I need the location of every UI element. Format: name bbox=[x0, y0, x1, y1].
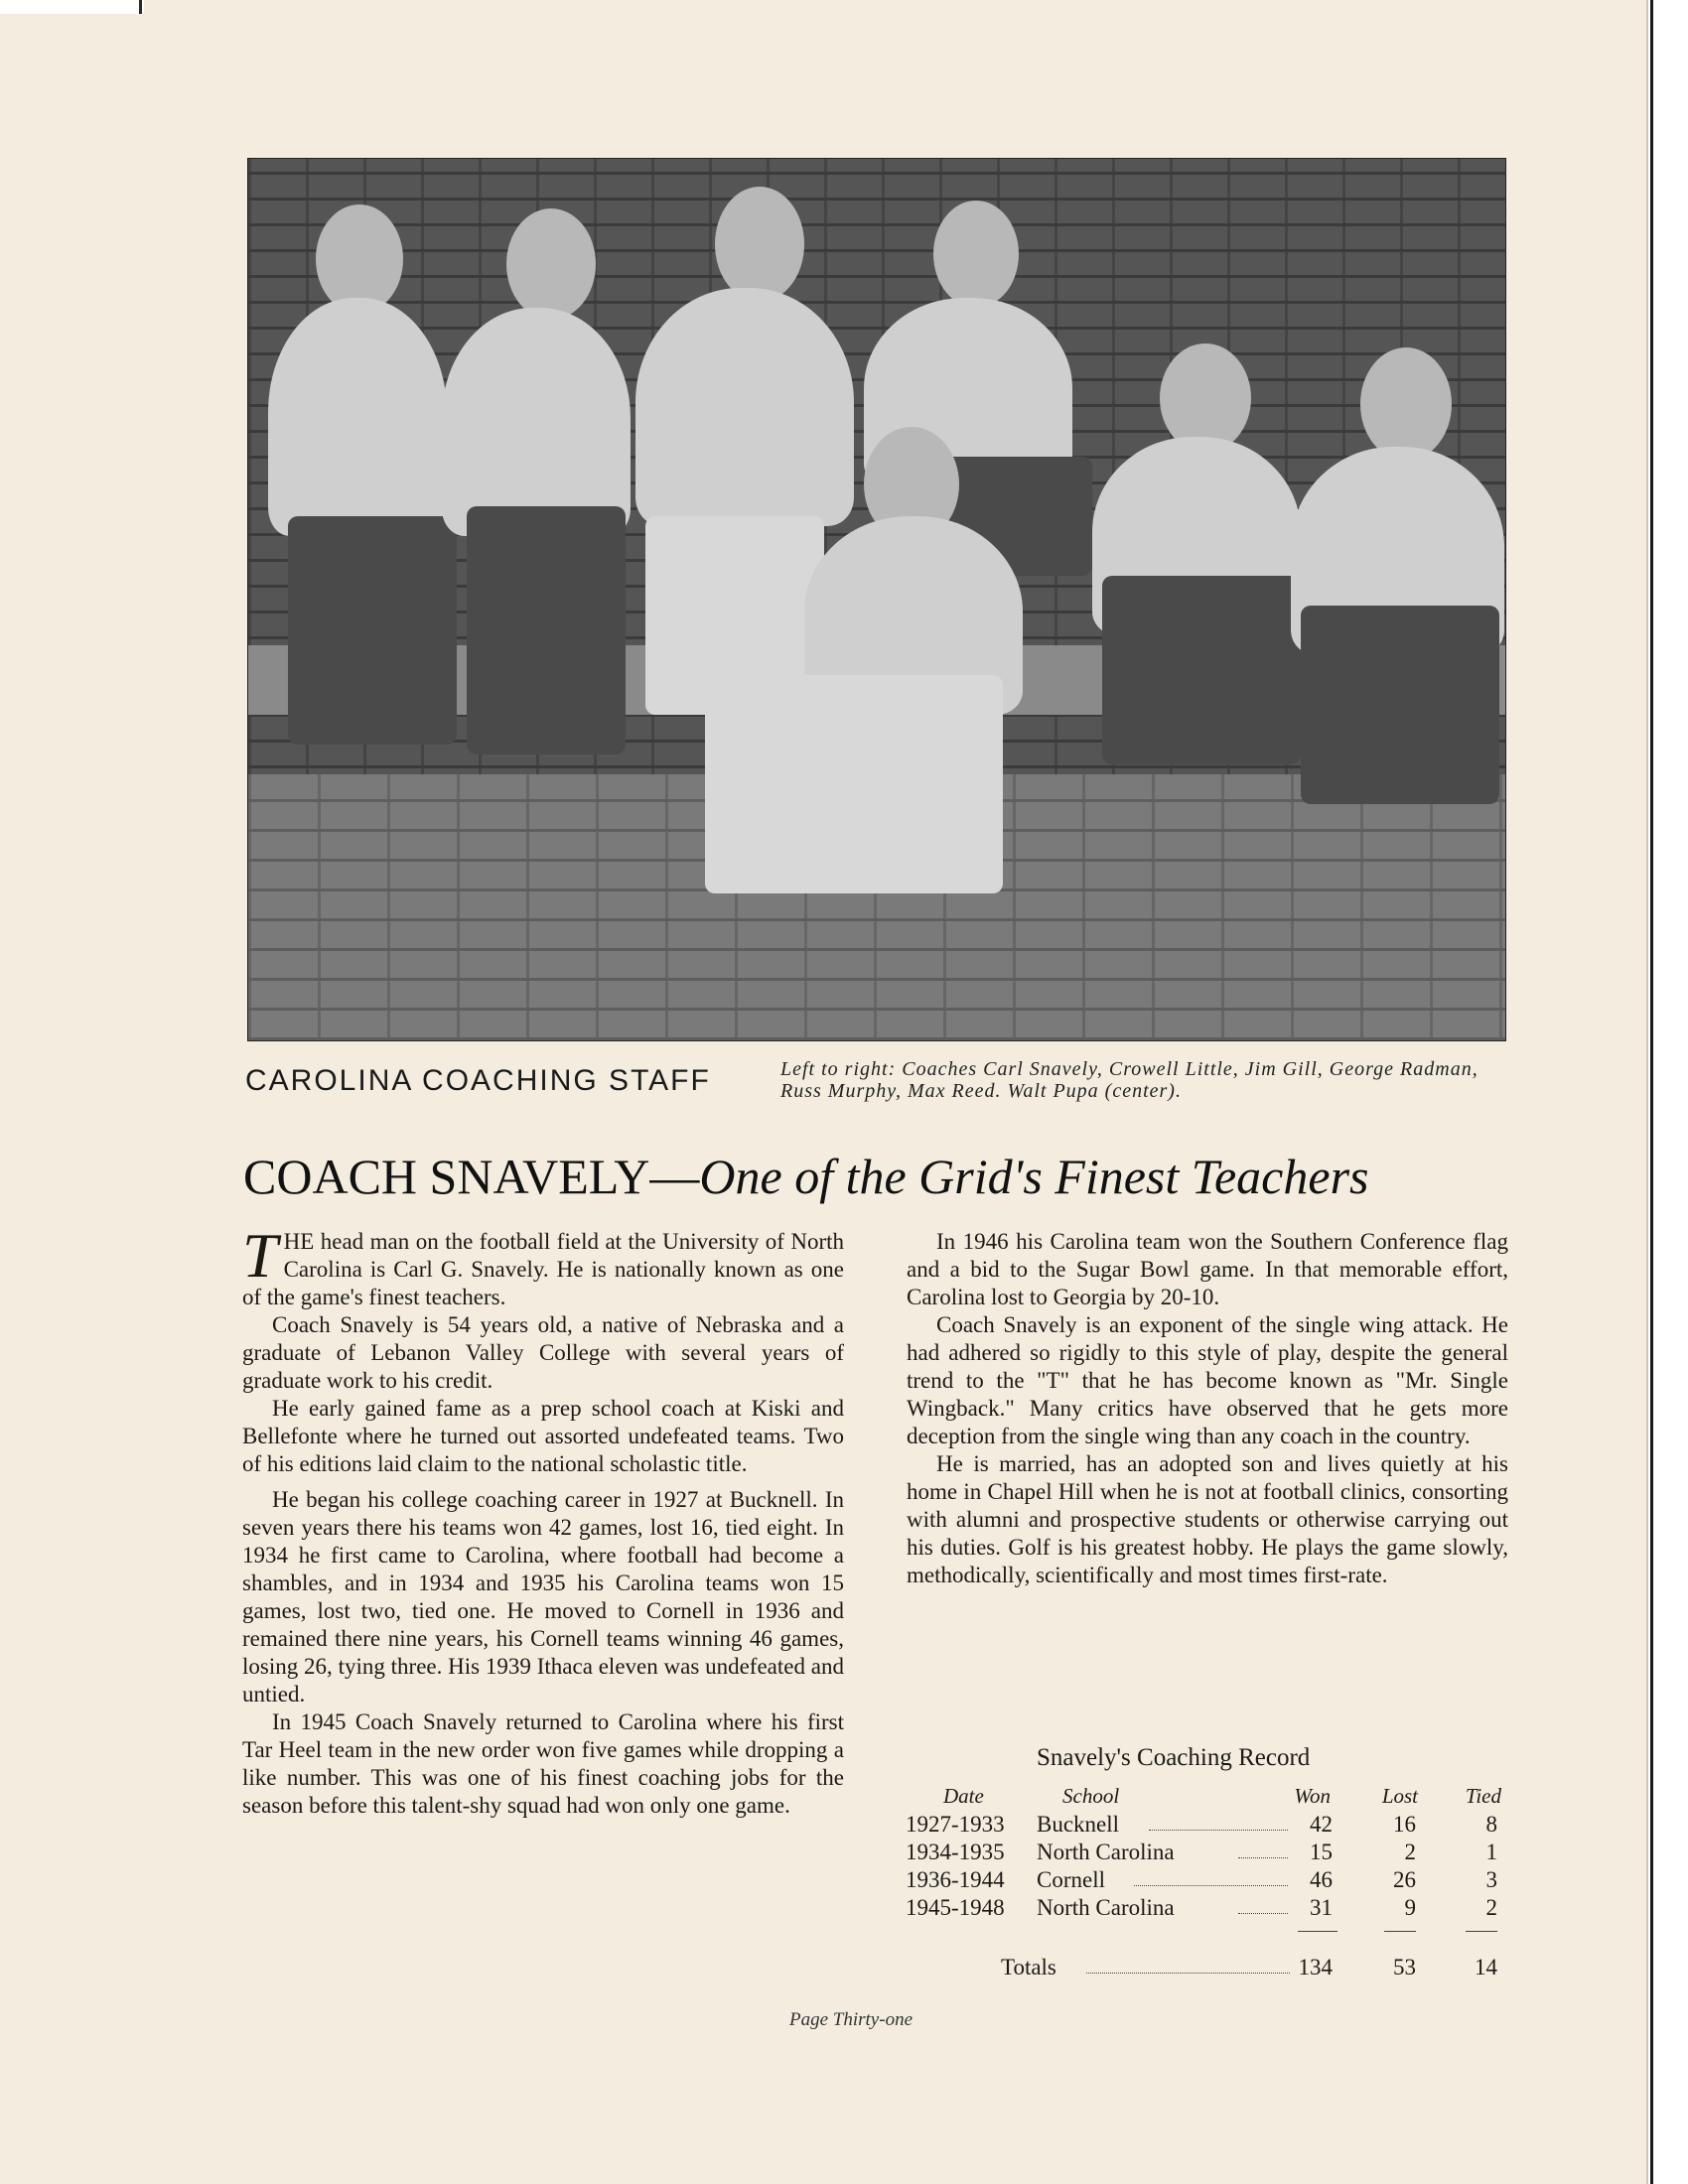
row-won: 31 bbox=[1310, 1895, 1333, 1920]
row-school: Cornell bbox=[1037, 1867, 1105, 1892]
header-tied: Tied bbox=[1465, 1784, 1501, 1808]
table-row bbox=[906, 1895, 1501, 1923]
dot-leader bbox=[1238, 1895, 1288, 1914]
row-won: 42 bbox=[1310, 1812, 1333, 1837]
paragraph: Coach Snavely is 54 years old, a native of Nebraska and a graduate of Lebanon Valley College with several years of graduate work to his credit. bbox=[242, 1312, 844, 1393]
row-lost: 16 bbox=[1393, 1812, 1416, 1837]
paragraph: In 1945 Coach Snavely returned to Carolina where his first Tar Heel team in the new order won five games while dropping a like number. This was one of his finest coaching jobs for the season before this talent-shy squad had won only one game. bbox=[242, 1709, 844, 1818]
row-school: North Carolina bbox=[1037, 1895, 1175, 1920]
coach-figure-body bbox=[442, 308, 631, 536]
row-won: 15 bbox=[1310, 1840, 1333, 1864]
row-lost: 26 bbox=[1393, 1867, 1416, 1892]
row-tied: 8 bbox=[1485, 1812, 1497, 1837]
coach-figure-legs bbox=[1301, 606, 1499, 804]
coach-figure-head bbox=[1360, 347, 1452, 461]
coach-figure-head bbox=[715, 187, 804, 302]
header-won: Won bbox=[1294, 1784, 1331, 1808]
headline-main: COACH SNAVELY— bbox=[243, 1149, 700, 1204]
scan-margin bbox=[0, 0, 144, 14]
coach-figure-head bbox=[933, 201, 1019, 308]
right-column bbox=[907, 1228, 1508, 1589]
totals-lost: 53 bbox=[1393, 1955, 1416, 1979]
paragraph: He began his college coaching career in 1927 at Bucknell. In seven years there his teams won 42 games, lost 16, tied eight. In 1934 he first came to Carolina, where football had become a shambles, and in 1934 and 1935 his Carolina teams won 15 games, lost two, tied one. He moved to Cornell in 1936 and remained there nine years, his Cornell teams winning 46 games, losing 26, tying three. His 1939 Ithaca eleven was undefeated and untied. bbox=[242, 1487, 844, 1706]
header-date: Date bbox=[943, 1784, 984, 1808]
paragraph: He is married, has an adopted son and lives quietly at his home in Chapel Hill when he is not at football clinics, consorting with alumni and prospective students or otherwise carrying out his duties. Golf is his greatest hobby. He plays the game slowly, methodically, scientifically and most times first-rate. bbox=[907, 1451, 1508, 1587]
coach-figure-legs bbox=[467, 506, 626, 754]
drop-cap: T bbox=[242, 1220, 278, 1291]
totals-tied: 14 bbox=[1475, 1955, 1497, 1979]
sum-rule-won bbox=[1298, 1931, 1337, 1932]
dot-leader bbox=[1149, 1812, 1288, 1831]
coaching-staff-photo bbox=[247, 158, 1506, 1041]
scan-edge-bar bbox=[1650, 0, 1653, 2184]
article-headline bbox=[243, 1147, 1524, 1206]
scan-edge-line bbox=[139, 0, 142, 14]
row-date: 1934-1935 bbox=[906, 1840, 1005, 1864]
header-school: School bbox=[1062, 1784, 1120, 1808]
paragraph: In 1946 his Carolina team won the Southern Conference flag and a bid to the Sugar Bowl game. In that memorable effort, Carolina lost to Georgia by 20-10. bbox=[907, 1229, 1508, 1309]
headline-subtitle: One of the Grid's Finest Teachers bbox=[699, 1149, 1369, 1204]
dot-leader bbox=[1134, 1867, 1288, 1886]
table-header-row bbox=[906, 1784, 1501, 1812]
left-column bbox=[242, 1220, 844, 1820]
dot-leader bbox=[1086, 1955, 1290, 1974]
record-title: Snavely's Coaching Record bbox=[1037, 1744, 1311, 1771]
photo-caption-text: Left to right: Coaches Carl Snavely, Crowell Little, Jim Gill, George Radman, Russ Murphy, Max Reed. Walt Pupa (center). bbox=[780, 1058, 1478, 1102]
paragraph: He early gained fame as a prep school coach at Kiski and Bellefonte where he turned out assorted undefeated teams. Two of his editions laid claim to the national scholastic title. bbox=[242, 1396, 844, 1476]
totals-label: Totals bbox=[1001, 1955, 1056, 1979]
coach-figure-body bbox=[268, 298, 447, 536]
sum-rule-tied bbox=[1466, 1931, 1497, 1932]
coach-figure-legs bbox=[1102, 576, 1301, 764]
row-school: Bucknell bbox=[1037, 1812, 1120, 1837]
row-tied: 2 bbox=[1485, 1895, 1497, 1920]
paragraph: Coach Snavely is an exponent of the single wing attack. He had adhered so rigidly to this style of play, despite the general trend to the "T" that he has become known as "Mr. Single Wingback." Many critics have observed that he gets more deception from the single wing than any coach in the country. bbox=[907, 1312, 1508, 1448]
row-lost: 2 bbox=[1404, 1840, 1416, 1864]
row-date: 1936-1944 bbox=[906, 1867, 1005, 1892]
totals-won: 134 bbox=[1298, 1955, 1333, 1979]
coach-figure-legs bbox=[705, 675, 1003, 893]
coach-figure-legs bbox=[288, 516, 457, 745]
photo-caption-title: CAROLINA COACHING STAFF bbox=[245, 1064, 711, 1097]
coach-figure-body bbox=[635, 288, 854, 526]
row-date: 1927-1933 bbox=[906, 1812, 1005, 1837]
row-tied: 1 bbox=[1485, 1840, 1497, 1864]
row-school: North Carolina bbox=[1037, 1840, 1175, 1864]
table-row bbox=[906, 1840, 1501, 1867]
row-date: 1945-1948 bbox=[906, 1895, 1005, 1920]
coach-figure-head bbox=[506, 208, 596, 320]
paragraph: THE head man on the football field at the University of North Carolina is Carl G. Snavely. He is nationally known as one of the game's finest teachers. bbox=[242, 1220, 844, 1309]
sum-rule-lost bbox=[1384, 1931, 1416, 1932]
table-row bbox=[906, 1812, 1501, 1840]
header-lost: Lost bbox=[1381, 1784, 1418, 1808]
page-number: Page Thirty-one bbox=[789, 2009, 914, 2030]
totals-row bbox=[906, 1955, 1501, 1982]
row-won: 46 bbox=[1310, 1867, 1333, 1892]
scan-right-margin bbox=[1648, 0, 1688, 2184]
row-lost: 9 bbox=[1404, 1895, 1416, 1920]
row-tied: 3 bbox=[1485, 1867, 1497, 1892]
dot-leader bbox=[1238, 1840, 1288, 1858]
table-row bbox=[906, 1867, 1501, 1895]
coaching-record-table bbox=[906, 1784, 1501, 1982]
